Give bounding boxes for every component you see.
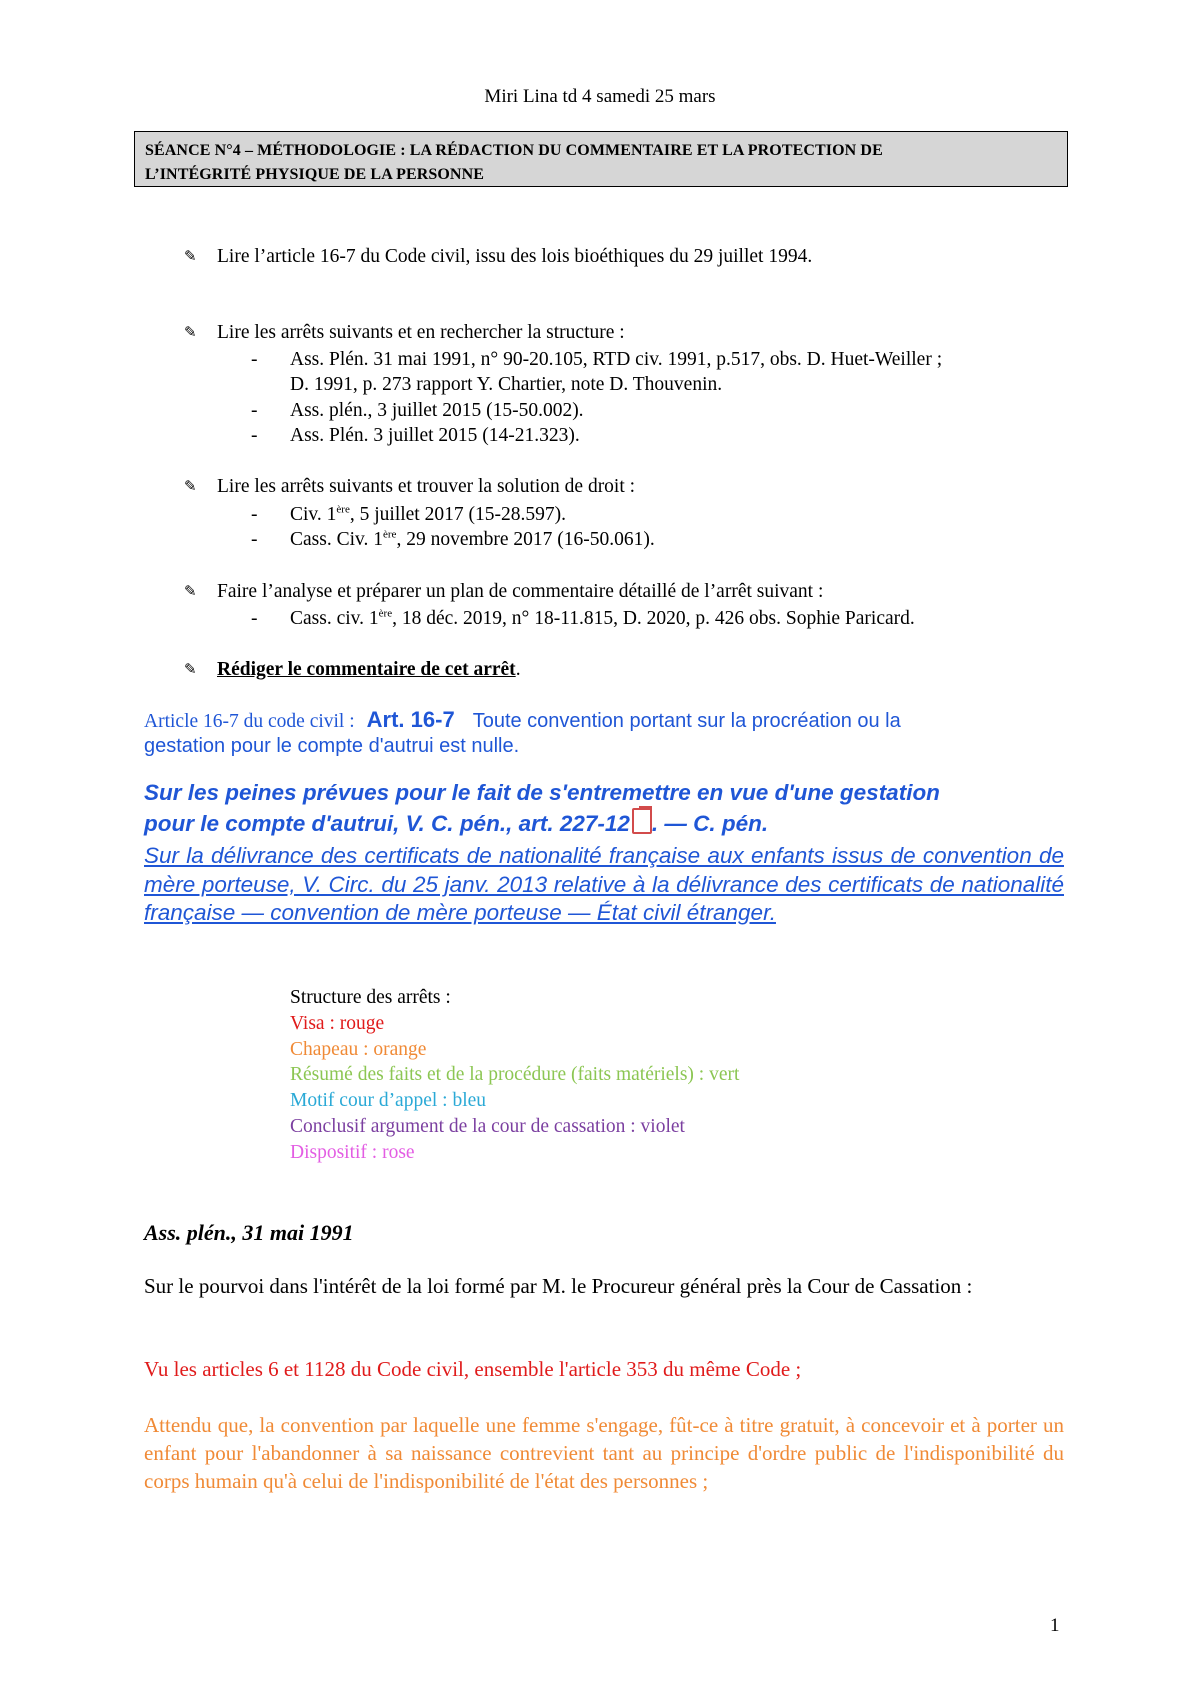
article-label: Article 16-7 du code civil :: [144, 711, 355, 732]
reference-text: Ass. Plén. 31 mai 1991, n° 90-20.105, RTD civ. 1991, p.517, obs. D. Huet-Weiller ;: [290, 349, 943, 370]
instruction-text: Faire l’analyse et préparer un plan de commentaire détaillé de l’arrêt suivant :: [217, 581, 824, 602]
note-line: Sur les peines prévues pour le fait de s'entremettre en vue d'une gestation: [144, 780, 940, 805]
reference-text: Ass. plén., 3 juillet 2015 (15-50.002).: [290, 400, 584, 421]
reference-text: , 18 déc. 2019, n° 18-11.815, D. 2020, p. 426 obs. Sophie Paricard.: [392, 608, 915, 629]
legend-conclusif: Conclusif argument de la cour de cassation : violet: [290, 1115, 685, 1137]
legend-visa: Visa : rouge: [290, 1012, 385, 1034]
instruction-text: Lire les arrêts suivants et en rechercher la structure :: [217, 322, 625, 343]
article-text: gestation pour le compte d'autrui est nulle.: [144, 735, 520, 757]
structure-legend: [290, 985, 739, 1166]
superscript: ère: [383, 528, 397, 541]
instruction-text: Rédiger le commentaire de cet arrêt: [217, 659, 516, 680]
legend-dispositif: Dispositif : rose: [290, 1141, 415, 1163]
legend-resume: Résumé des faits et de la procédure (faits matériels) : vert: [290, 1064, 740, 1086]
pen-bullet-icon: ✎: [184, 479, 197, 495]
session-title-box: [134, 131, 1068, 187]
note-line: . — C. pén.: [651, 811, 769, 836]
case-title: Ass. plén., 31 mai 1991: [144, 1220, 354, 1245]
legend-motif: Motif cour d’appel : bleu: [290, 1090, 487, 1112]
pen-bullet-icon: ✎: [184, 249, 197, 265]
note-line[interactable]: pour le compte d'autrui, V. C. pén., art. 227-12: [144, 811, 630, 836]
reference-text: Ass. Plén. 3 juillet 2015 (14-21.323).: [290, 425, 580, 446]
pen-bullet-icon: ✎: [184, 662, 197, 678]
instruction-text: Lire l’article 16-7 du Code civil, issu des lois bioéthiques du 29 juillet 1994.: [217, 246, 813, 267]
article-text: Toute convention portant sur la procréation ou la: [472, 710, 901, 732]
article-number: Art. 16-7: [366, 707, 455, 732]
superscript: ère: [336, 503, 350, 516]
reference-text: Civ. 1: [290, 504, 337, 525]
reference-text: D. 1991, p. 273 rapport Y. Chartier, note D. Thouvenin.: [290, 374, 723, 395]
legend-title: Structure des arrêts :: [290, 987, 451, 1008]
pen-bullet-icon: ✎: [184, 325, 197, 341]
page-number: 1: [1050, 1615, 1060, 1636]
case-visa: Vu les articles 6 et 1128 du Code civil, ensemble l'article 353 du même Code ;: [144, 1357, 802, 1381]
document-link-icon[interactable]: [632, 808, 652, 834]
reference-text: , 29 novembre 2017 (16-50.061).: [396, 529, 655, 550]
article-block: [144, 708, 1064, 758]
session-title-line2: L’INTÉGRITÉ PHYSIQUE DE LA PERSONNE: [145, 166, 484, 183]
note-penalties: [144, 778, 1064, 839]
case-pourvoi: Sur le pourvoi dans l'intérêt de la loi formé par M. le Procureur général près la Cour de Cassation :: [144, 1274, 973, 1298]
instruction-text: Lire les arrêts suivants et trouver la solution de droit :: [217, 476, 636, 497]
legend-chapeau: Chapeau : orange: [290, 1038, 427, 1060]
document-page: Miri Lina td 4 samedi 25 mars SÉANCE N°4 – MÉTHODOLOGIE : LA RÉDACTION DU COMMENTAIRE ET LA PROTECTION DE L’INTÉGRITÉ PHYSIQUE DE LA PERSONNE ✎ Lire l’article 16-7 du Code civil, issu des lois bioéthiques du 29 juillet 1994. ✎ Lire les arrêts suivants et en rechercher la structure : - Ass. Plén. 31 mai 1991, n° 90-20.105, RTD civ. 1991, p.517, obs. D. Huet-Weiller ; D. 1991, p. 273 rapport Y. Chartier, note D. Thouvenin. - Ass. plén., 3 juillet 2015 (15-50.002). - Ass. Plén. 3 juillet 2015 (14-21.323). ✎ Lire les arrêts suivants et trouver la solution de droit : - Civ. 1ère, 5 juillet 2017 (15-28.597). - Cass. Civ. 1ère, 29 novembre 2017 (16-50.061). ✎ Faire l’analyse et préparer un plan de commentaire détaillé de l’arrêt suivant : - Cass. civ. 1ère, 18 déc. 2019, n° 18-11.815, D. 2020, p. 426 obs. Sophie Paricard. ✎ Rédiger le commentaire de cet arrêt. Article 16-7 du code civil : Art. 16-7 Toute convention portant sur la procréation ou la gestation pour le compte d'autrui est nulle. Sur les peines prévues pour le fait de s'entremettre en vue d'une gestation pour le compte d'autrui, V. C. pén., art. 227-12 . — C. pén. Sur la délivrance des certificats de nationalité française aux enfants issus de convention de mère porteuse, V. Circ. du 25 janv. 2013 relative à la délivrance des certificats de nationalité française — convention de mère porteuse — État civil étranger. Structure des arrêts : Visa : rouge Chapeau : orange Résumé des faits et de la procédure (faits matériels) : vert Motif cour d’appel : bleu Conclusif argument de la cour de cassation : violet Dispositif : rose Ass. plén., 31 mai 1991 Sur le pourvoi dans l'intérêt de la loi formé par M. le Procureur général près la Cour de Cassation : Vu les articles 6 et 1128 du Code civil, ensemble l'article 353 du même Code ; Attendu que, la convention par laquelle une femme s'engage, fût-ce à titre gratuit, à concevoir et à porter un enfant pour l'abandonner à sa naissance contrevient tant au principe d'ordre public de l'indisponibilité du corps humain qu'à celui de l'indisponibilité de l'état des personnes ; 1: [0, 0, 1200, 1696]
case-attendu: Attendu que, la convention par laquelle une femme s'engage, fût-ce à titre gratuit, à concevoir et à porter un enfant pour l'abandonner à sa naissance contrevient tant au principe d'ordre public de l'indisponibilité du corps humain qu'à celui de l'indisponibilité de l'état des personnes ;: [144, 1413, 1064, 1493]
note-certificates-link[interactable]: Sur la délivrance des certificats de nationalité française aux enfants issus de convention de mère porteuse, V. Circ. du 25 janv. 2013 relative à la délivrance des certificats de nationalité française — convention de mère porteuse — État civil étranger.: [144, 843, 1064, 925]
reference-text: , 5 juillet 2017 (15-28.597).: [349, 504, 566, 525]
instruction-suffix: .: [515, 659, 521, 680]
page-header: Miri Lina td 4 samedi 25 mars: [484, 86, 716, 107]
superscript: ère: [378, 607, 393, 620]
session-title-line1: SÉANCE N°4 – MÉTHODOLOGIE : LA RÉDACTION DU COMMENTAIRE ET LA PROTECTION DE: [145, 142, 883, 159]
pen-bullet-icon: ✎: [184, 584, 197, 600]
reference-text: Cass. civ. 1: [290, 608, 379, 629]
reference-text: Cass. Civ. 1: [290, 529, 383, 550]
